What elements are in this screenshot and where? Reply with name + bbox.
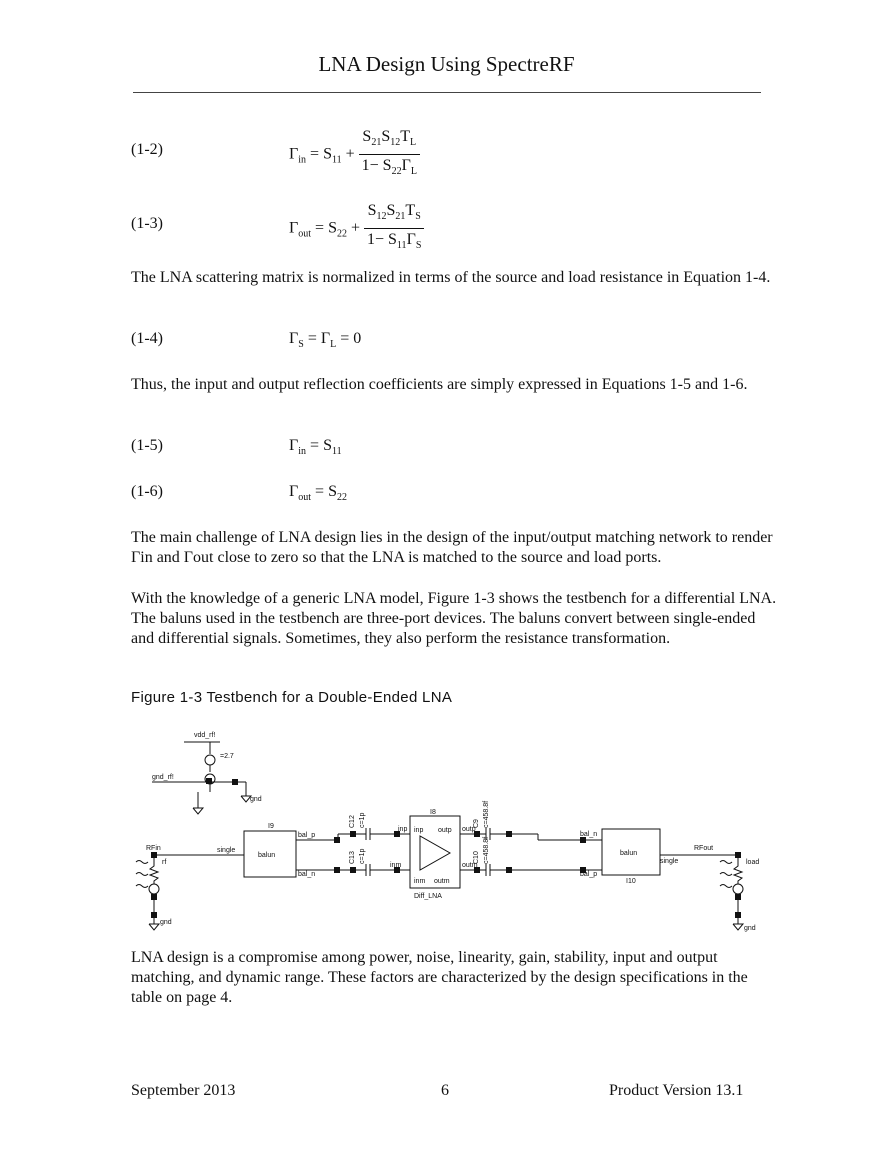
label-inm: inm	[390, 862, 402, 869]
label-outm: outm	[462, 862, 478, 869]
label-gnd-top: gnd_rf!	[152, 774, 174, 781]
label-gnd: gnd	[250, 796, 262, 803]
label-outp-inner: outp	[438, 827, 452, 834]
label-i8: I8	[430, 809, 436, 816]
label-bal-n-out: bal_n	[580, 831, 598, 838]
label-c9: C9	[473, 819, 480, 828]
label-outm-inner: outm	[434, 878, 450, 885]
label-cval: c=1p	[359, 812, 366, 828]
equation-body: $\Gamma_{out} = S_{22}$	[289, 483, 347, 504]
figure-caption: Figure 1-3 Testbench for a Double-Ended LNA	[131, 689, 453, 706]
label-load: load	[746, 859, 760, 866]
equation-number: (1-4)	[131, 330, 163, 347]
label-c13: C13	[349, 851, 356, 864]
equation-body: $\Gamma_{in} = S_{11}$ + $\frac{S_{21}S_{12}T_L}{1- S_{22}\Gamma_L}$	[289, 126, 420, 183]
footer-date: September 2013	[131, 1082, 236, 1099]
equation-body: $\Gamma_{out} = S_{22}$ + $\frac{S_{12}S_{21}T_S}{1- S_{11}\Gamma_S}$	[289, 200, 424, 257]
label-rf: rf	[162, 859, 167, 866]
label-bal-p: bal_p	[298, 832, 316, 839]
paragraph: With the knowledge of a generic LNA model, Figure 1-3 shows the testbench for a differential LNA. The baluns used in the testbench are three-port devices. The baluns convert between single-ended and differential signals. Sometimes, they also perform the resistance transformation.	[131, 590, 777, 647]
fraction: $\frac{S_{12}S_{21}T_S}{1- S_{11}\Gamma_S}$	[364, 200, 424, 257]
paragraph: LNA design is a compromise among power, noise, linearity, gain, stability, input and output matching, and dynamic range. These factors are characterized by the design specifications in the table on page 4.	[131, 949, 748, 1006]
equation-body: $\Gamma_{in} = S_{11}$	[289, 437, 342, 458]
label-lna: Diff_LNA	[414, 893, 442, 900]
label-gnd-out: gnd	[744, 925, 756, 932]
label-gnd: gnd	[160, 919, 172, 926]
label-outp: outp	[462, 826, 476, 833]
label-i10: I10	[626, 878, 636, 885]
testbench-schematic	[128, 724, 768, 944]
label-v27: =2.7	[220, 753, 234, 760]
label-bal-p-out: bal_p	[580, 871, 598, 878]
header-rule	[133, 92, 761, 93]
label-cval: c=1p	[359, 848, 366, 864]
label-c12: C12	[349, 815, 356, 828]
paragraph: The LNA scattering matrix is normalized in terms of the source and load resistance in Equation 1-4.	[131, 269, 771, 286]
paragraph: The main challenge of LNA design lies in the design of the input/output matching network to render Γin and Γout close to zero so that the LNA is matched to the source and load ports.	[131, 529, 773, 566]
label-rfout: RFout	[694, 845, 714, 852]
footer-page-number: 6	[441, 1082, 449, 1099]
label-balun-out: balun	[620, 850, 638, 857]
label-balun-in: balun	[258, 852, 276, 859]
label-cval2: c=458.8f	[483, 836, 490, 864]
equation-number: (1-5)	[131, 437, 163, 454]
page-header: LNA Design Using SpectreRF	[318, 52, 575, 76]
label-cval2: c=458.8f	[483, 800, 490, 828]
label-inp-inner: inp	[414, 827, 424, 834]
label-i9: I9	[268, 823, 274, 830]
label-single-out: single	[660, 858, 679, 865]
equation-number: (1-2)	[131, 141, 163, 158]
label-rfin: RFin	[146, 845, 161, 852]
label-c10: C10	[473, 851, 480, 864]
equation-number: (1-6)	[131, 483, 163, 500]
label-vdd: vdd_rf!	[194, 732, 216, 739]
equation-number: (1-3)	[131, 215, 163, 232]
label-single-in: single	[217, 847, 236, 854]
footer-version: Product Version 13.1	[609, 1082, 744, 1099]
fraction: $\frac{S_{21}S_{12}T_L}{1- S_{22}\Gamma_L}$	[359, 126, 420, 183]
label-inp: inp	[398, 826, 408, 833]
equation-body: $\Gamma_S = \Gamma_L = 0$	[289, 330, 362, 351]
label-bal-n: bal_n	[298, 871, 316, 878]
label-inm-inner: inm	[414, 878, 426, 885]
paragraph: Thus, the input and output reflection coefficients are simply expressed in Equations 1-5 and 1-6.	[131, 376, 748, 393]
